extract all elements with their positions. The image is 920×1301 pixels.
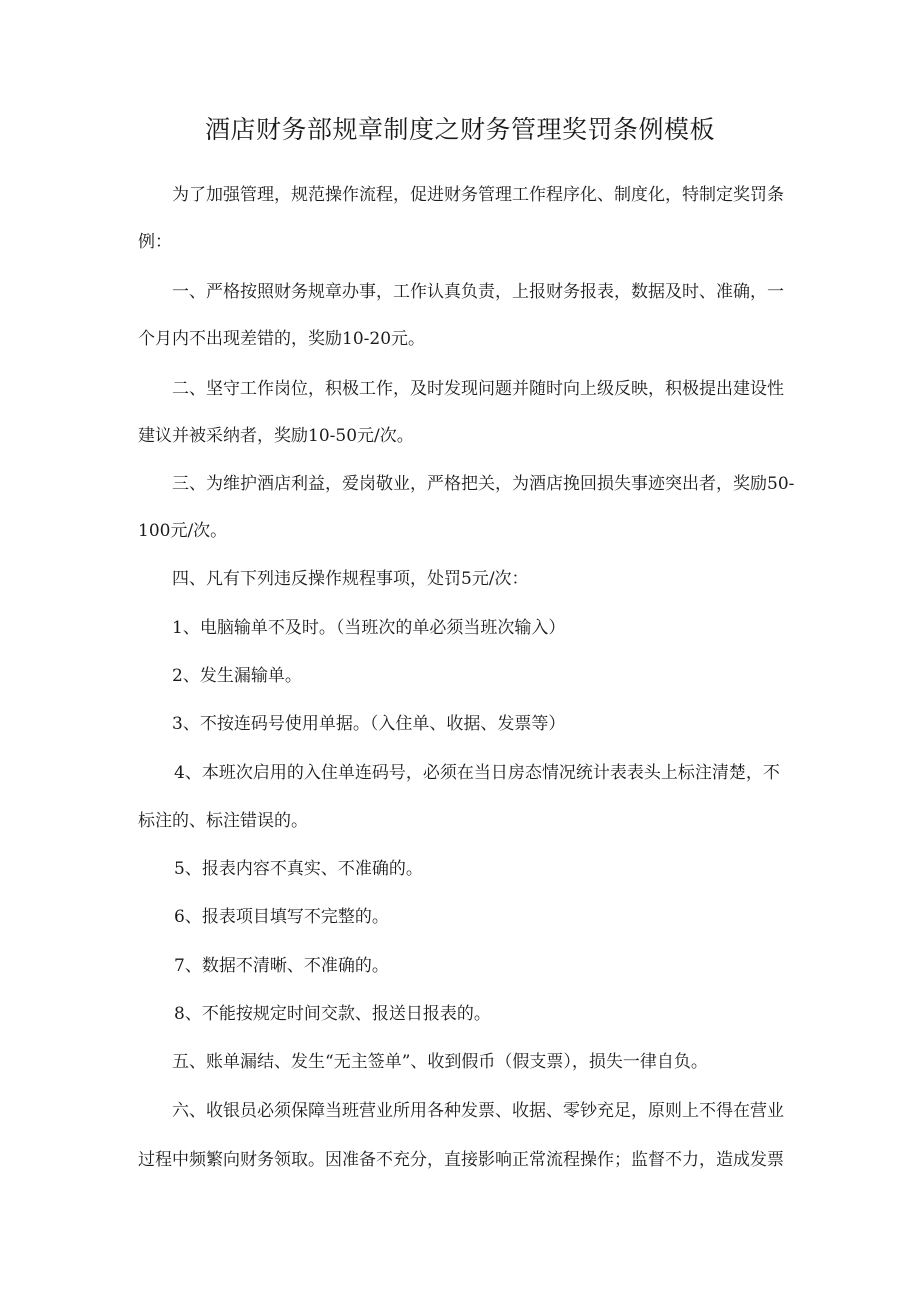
item6-line-1: 六、收银员必须保障当班营业所用各种发票、收据、零钞充足，原则上不得在营业	[172, 1101, 784, 1121]
sub-item-8: 8、不能按规定时间交款、报送日报表的。	[174, 1004, 491, 1024]
item3-line-2: 100元/次。	[138, 521, 228, 541]
item5-line-1: 五、账单漏结、发生“无主签单”、收到假币（假支票），损失一律自负。	[172, 1052, 708, 1072]
sub-item-4-line-2: 标注的、标注错误的。	[138, 811, 308, 831]
item2-line-1: 二、坚守工作岗位，积极工作，及时发现问题并随时向上级反映，积极提出建设性	[172, 379, 784, 399]
item4-line-1: 四、凡有下列违反操作规程事项，处罚5元/次：	[172, 569, 529, 589]
item3-line-1: 三、为维护酒店利益，爱岗敬业，严格把关，为酒店挽回损失事迹突出者，奖励50-	[172, 474, 795, 494]
sub-item-1: 1、电脑输单不及时。（当班次的单必须当班次输入）	[172, 618, 566, 638]
intro-line-1: 为了加强管理，规范操作流程，促进财务管理工作程序化、制度化，特制定奖罚条	[172, 185, 784, 205]
item1-line-1: 一、严格按照财务规章办事，工作认真负责，上报财务报表，数据及时、准确，一	[172, 282, 784, 302]
sub-item-5: 5、报表内容不真实、不准确的。	[174, 859, 423, 879]
item6-line-2: 过程中频繁向财务领取。因准备不充分，直接影响正常流程操作；监督不力，造成发票	[138, 1150, 784, 1170]
sub-item-6: 6、报表项目填写不完整的。	[174, 907, 389, 927]
sub-item-3: 3、不按连码号使用单据。（入住单、收据、发票等）	[172, 714, 566, 734]
sub-item-7: 7、数据不清晰、不准确的。	[174, 956, 389, 976]
sub-item-2: 2、发生漏输单。	[172, 666, 302, 686]
item1-line-2: 个月内不出现差错的，奖励10-20元。	[138, 329, 426, 349]
item2-line-2: 建议并被采纳者，奖励10-50元/次。	[138, 426, 414, 446]
document-title: 酒店财务部规章制度之财务管理奖罚条例模板	[204, 115, 715, 144]
sub-item-4-line-1: 4、本班次启用的入住单连码号，必须在当日房态情况统计表表头上标注清楚，不	[174, 763, 780, 783]
intro-line-2: 例：	[138, 232, 172, 252]
